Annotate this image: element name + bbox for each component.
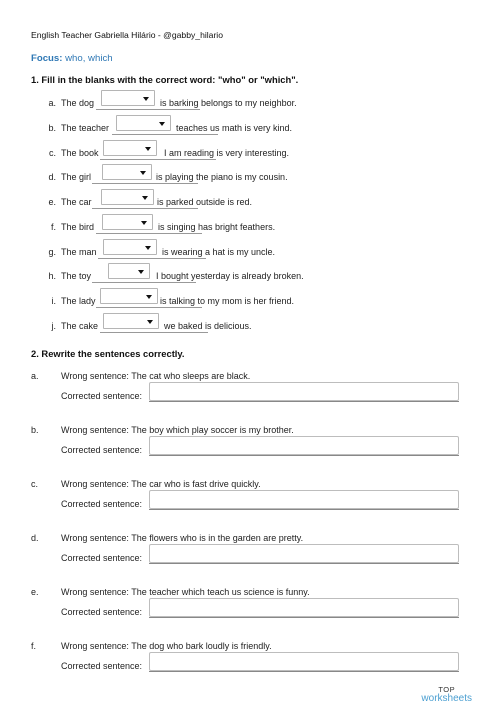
focus-label: Focus: [31, 53, 63, 64]
corrected-sentence-input[interactable] [149, 436, 459, 455]
corrected-sentence-input[interactable] [149, 490, 459, 509]
blank-line [92, 183, 198, 184]
answer-dropdown[interactable] [102, 164, 152, 180]
sentence-end: is barking belongs to my neighbor. [160, 98, 297, 108]
answer-dropdown[interactable] [103, 239, 157, 255]
answer-dropdown[interactable] [100, 288, 158, 304]
answer-dropdown[interactable] [102, 214, 153, 230]
sentence-end: we baked is delicious. [164, 321, 252, 331]
blank-line [96, 233, 202, 234]
wrong-sentence: Wrong sentence: The cat who sleeps are black. [61, 371, 251, 381]
chevron-down-icon [146, 295, 152, 299]
wrong-sentence: Wrong sentence: The flowers who is in the garden are pretty. [61, 533, 304, 543]
sentence-start: The man [61, 247, 97, 257]
sentence-end: I bought yesterday is already broken. [156, 271, 304, 281]
item-letter: b. [48, 123, 56, 133]
corrected-label: Corrected sentence: [61, 553, 143, 563]
sentence-start: The teacher [61, 123, 110, 133]
chevron-down-icon [143, 97, 149, 101]
corrected-label: Corrected sentence: [61, 607, 143, 617]
exercise-2-title: 2. Rewrite the sentences correctly. [31, 348, 185, 359]
sentence-start: The dog [61, 98, 95, 108]
item-letter: a. [48, 98, 56, 108]
answer-line [149, 563, 459, 564]
blank-line [100, 332, 208, 333]
item-letter: j. [51, 321, 56, 331]
sentence-end: is talking to my mom is her friend. [160, 296, 295, 306]
sentence-end: is wearing a hat is my uncle. [162, 247, 276, 257]
item-letter: f. [31, 641, 37, 651]
item-letter: e. [31, 587, 39, 597]
item-letter: f. [50, 222, 56, 232]
blank-line [92, 282, 196, 283]
item-letter: h. [48, 271, 56, 281]
sentence-start: The girl [61, 172, 92, 182]
chevron-down-icon [138, 270, 144, 274]
item-letter: e. [48, 197, 56, 207]
sentence-start: The car [61, 197, 92, 207]
sentence-end: I am reading is very interesting. [164, 148, 290, 158]
answer-line [149, 671, 459, 672]
item-letter: i. [51, 296, 56, 306]
chevron-down-icon [140, 171, 146, 175]
sentence-start: The lady [61, 296, 96, 306]
chevron-down-icon [145, 147, 151, 151]
topworksheets-logo [421, 685, 472, 703]
corrected-label: Corrected sentence: [61, 499, 143, 509]
answer-dropdown[interactable] [116, 115, 171, 131]
answer-line [149, 617, 459, 618]
sentence-start: The cake [61, 321, 99, 331]
chevron-down-icon [159, 122, 165, 126]
answer-dropdown[interactable] [103, 313, 159, 329]
sentence-start: The book [61, 148, 99, 158]
wrong-sentence: Wrong sentence: The teacher which teach us science is funny. [61, 587, 310, 597]
wrong-sentence: Wrong sentence: The car who is fast drive quickly. [61, 479, 261, 489]
corrected-sentence-input[interactable] [149, 598, 459, 617]
sentence-end: is parked outside is red. [157, 197, 253, 207]
wrong-sentence: Wrong sentence: The dog who bark loudly is friendly. [61, 641, 272, 651]
sentence-end: is playing the piano is my cousin. [156, 172, 288, 182]
sentence-start: The toy [61, 271, 92, 281]
chevron-down-icon [141, 221, 147, 225]
sentence-end: teaches us math is very kind. [176, 123, 293, 133]
blank-line [98, 258, 206, 259]
wrong-sentence: Wrong sentence: The boy which play soccer is my brother. [61, 425, 294, 435]
worksheet-header: English Teacher Gabriella Hilário - @gabby_hilario [31, 30, 223, 40]
exercise-1-title: 1. Fill in the blanks with the correct word: "who" or "which". [31, 74, 299, 85]
item-letter: c. [48, 148, 56, 158]
blank-line [96, 109, 200, 110]
answer-dropdown[interactable] [101, 90, 155, 106]
answer-line [149, 401, 459, 402]
answer-line [149, 455, 459, 456]
item-letter: b. [31, 425, 39, 435]
blank-line [112, 134, 218, 135]
corrected-label: Corrected sentence: [61, 661, 143, 671]
logo-top-text: TOP [438, 685, 456, 694]
focus-value: who, which [65, 53, 113, 64]
sentence-end: is singing has bright feathers. [158, 222, 276, 232]
corrected-sentence-input[interactable] [149, 652, 459, 671]
logo-brand-text: worksheets [421, 693, 472, 704]
chevron-down-icon [145, 246, 151, 250]
blank-line [92, 208, 198, 209]
corrected-label: Corrected sentence: [61, 391, 143, 401]
answer-line [149, 509, 459, 510]
sentence-start: The bird [61, 222, 95, 232]
item-letter: d. [31, 533, 39, 543]
chevron-down-icon [142, 196, 148, 200]
corrected-label: Corrected sentence: [61, 445, 143, 455]
item-letter: d. [48, 172, 56, 182]
corrected-sentence-input[interactable] [149, 382, 459, 401]
answer-dropdown[interactable] [101, 189, 154, 205]
answer-dropdown[interactable] [103, 140, 157, 156]
item-letter: g. [48, 247, 56, 257]
focus-line [31, 53, 113, 64]
blank-line [96, 307, 202, 308]
item-letter: c. [31, 479, 39, 489]
answer-dropdown[interactable] [108, 263, 150, 279]
blank-line [100, 159, 216, 160]
chevron-down-icon [147, 320, 153, 324]
item-letter: a. [31, 371, 39, 381]
corrected-sentence-input[interactable] [149, 544, 459, 563]
